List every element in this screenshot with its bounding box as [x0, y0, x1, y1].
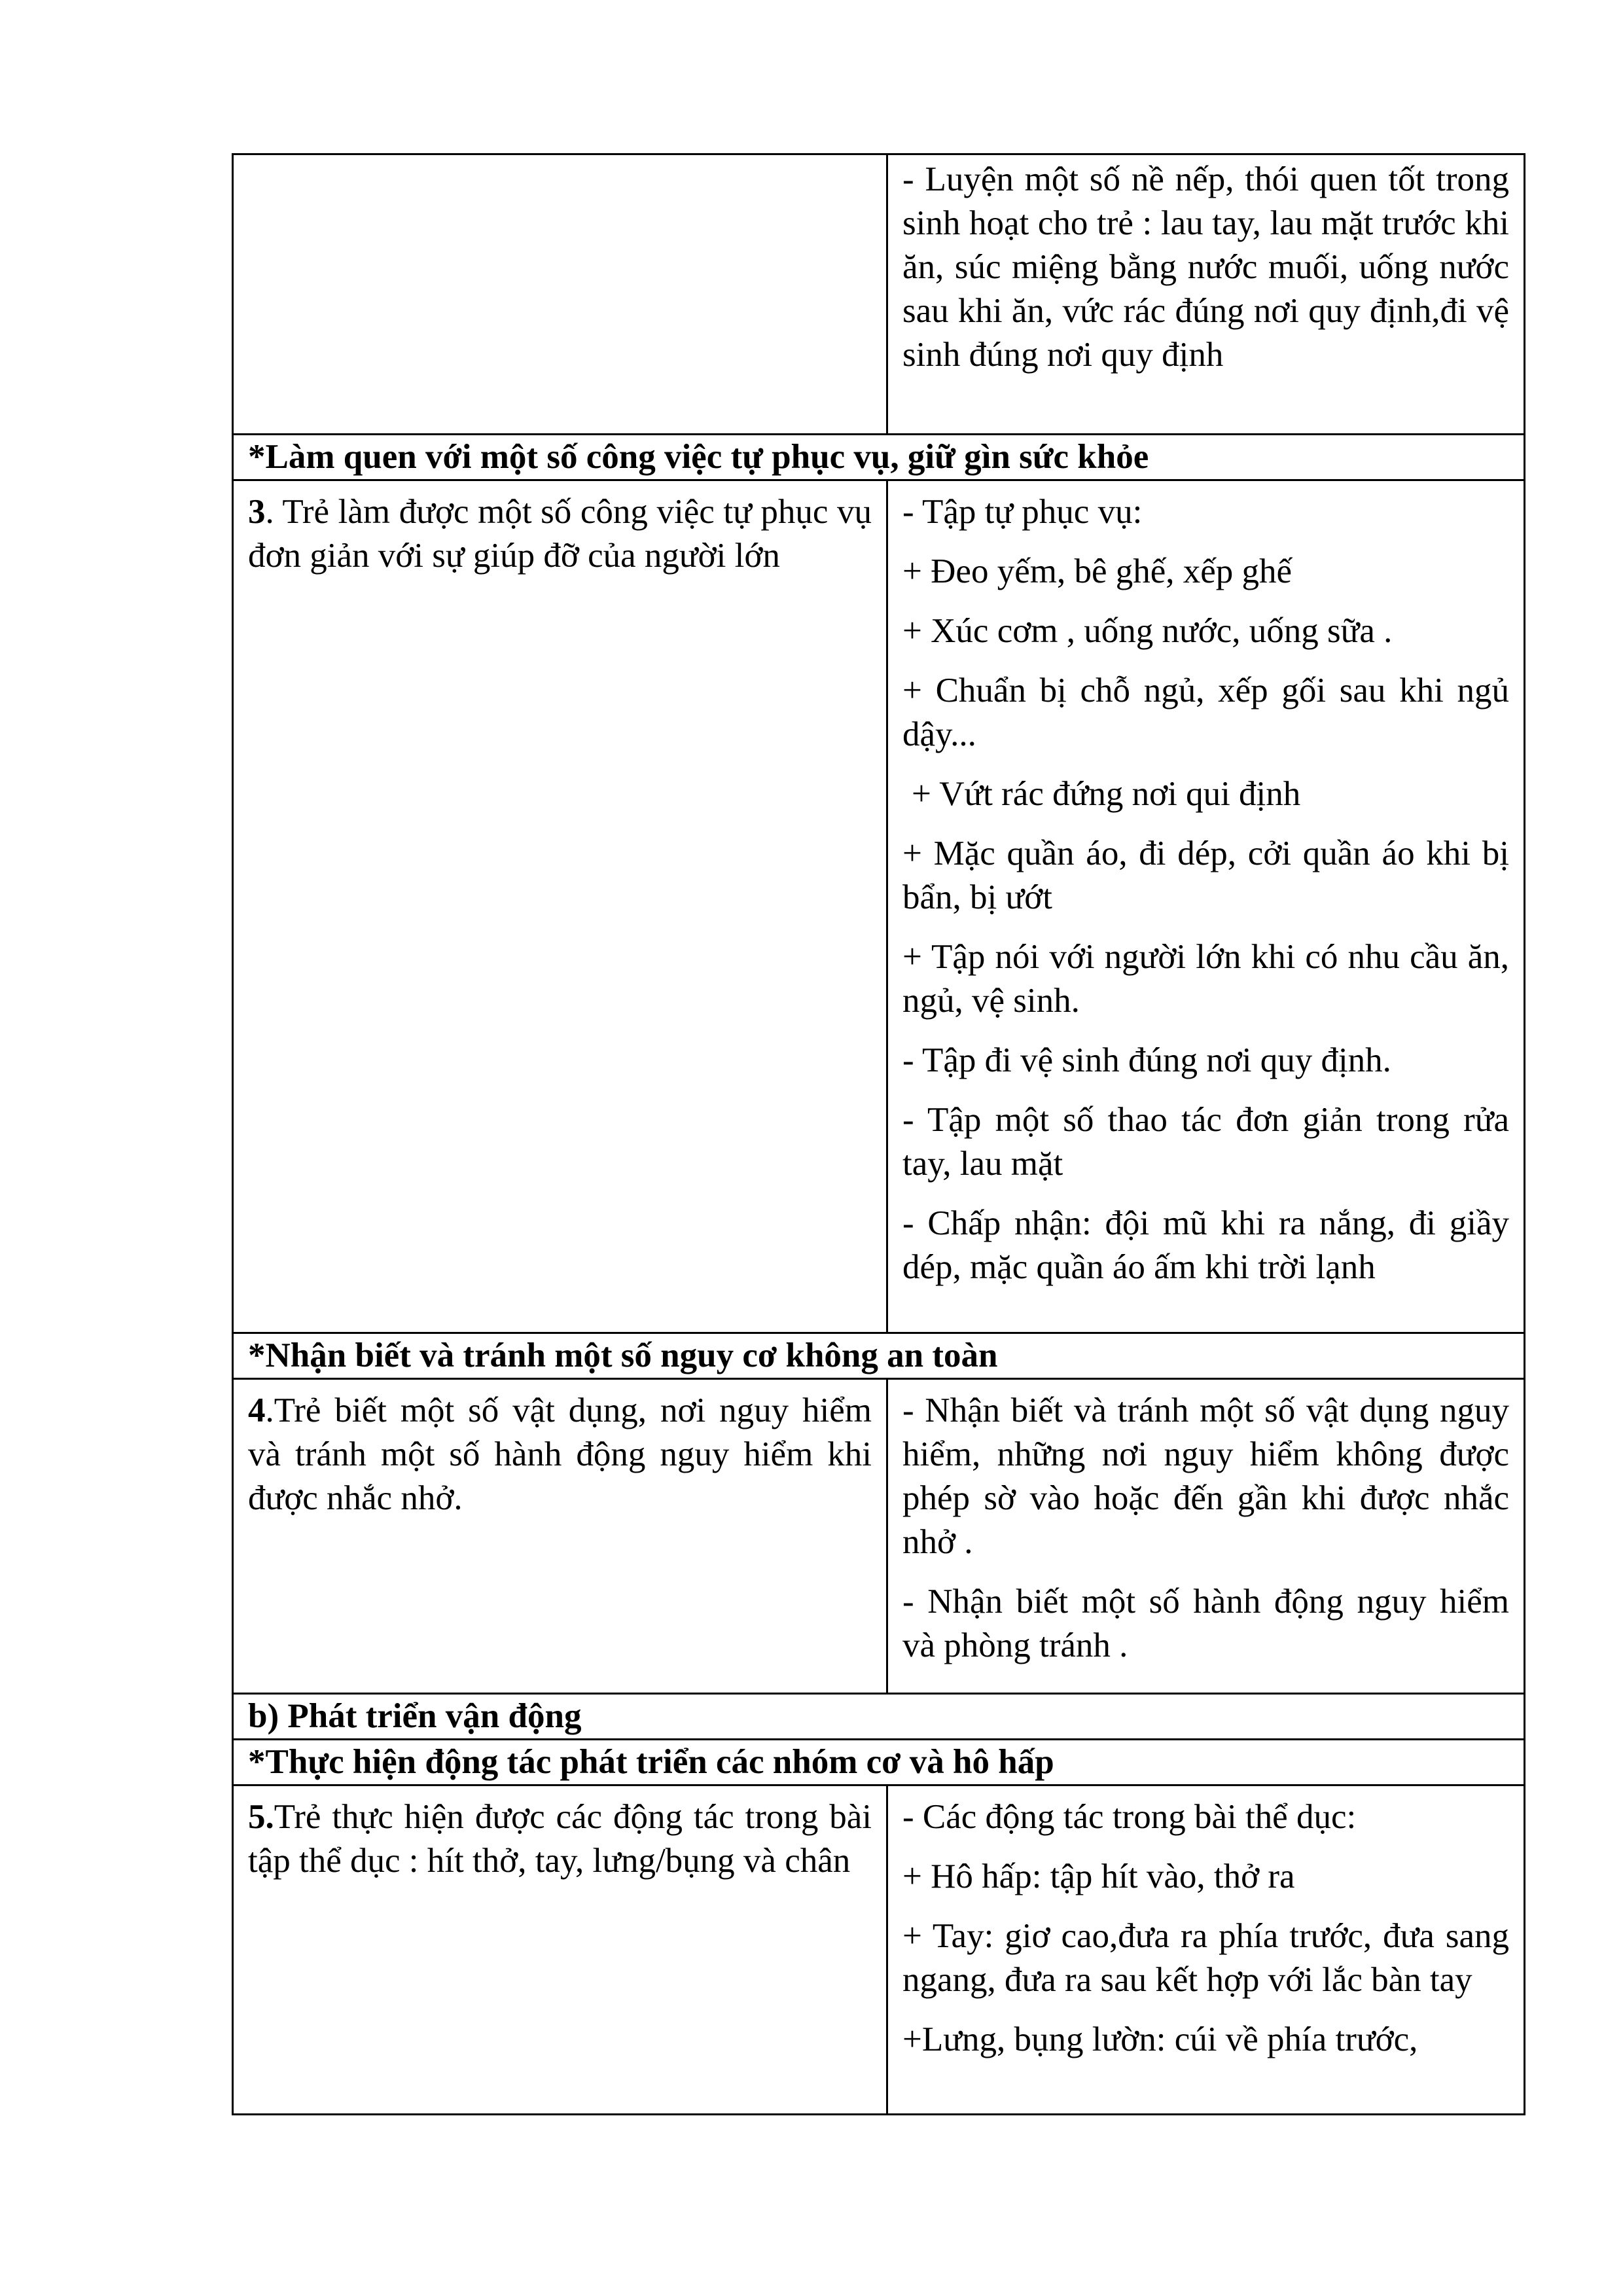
section-heading-row	[233, 1333, 1525, 1379]
goal-cell	[233, 1379, 887, 1694]
content-line: + Đeo yếm, bê ghế, xếp ghế	[902, 552, 1293, 590]
section-heading-row	[233, 435, 1525, 480]
goal-cell	[233, 480, 887, 1333]
content-line: + Mặc quần áo, đi dép, cởi quần áo khi bị bẩn, bị ướt	[902, 834, 1509, 916]
content-cell	[887, 1785, 1525, 2115]
content-line: + Xúc cơm , uống nước, uống sữa .	[902, 612, 1393, 650]
cell-right	[887, 154, 1525, 435]
content-line: - Các động tác trong bài thể dục:	[902, 1798, 1357, 1836]
goal-text	[248, 1795, 872, 1883]
goal-text	[248, 490, 872, 578]
goal-number: 3	[248, 493, 266, 531]
goal-number: 4	[248, 1391, 266, 1429]
content-line: + Tay: giơ cao,đưa ra phía trước, đưa sang ngang, đưa ra sau kết hợp với lắc bàn tay	[902, 1917, 1509, 1999]
table-row	[233, 1379, 1525, 1694]
section-heading-row	[233, 1694, 1525, 1740]
content-line: - Tập đi vệ sinh đúng nơi quy định.	[902, 1041, 1391, 1079]
table-row	[233, 154, 1525, 435]
section-heading-row	[233, 1740, 1525, 1785]
goal-cell	[233, 1785, 887, 2115]
goal-text	[248, 1389, 872, 1520]
content-line: + Vứt rác đứng nơi qui định	[912, 775, 1301, 813]
content-cell	[887, 1379, 1525, 1694]
content-table	[232, 153, 1525, 2115]
section-heading: *Nhận biết và tránh một số nguy cơ không an toàn	[233, 1333, 1525, 1379]
table-row	[233, 480, 1525, 1333]
table-row	[233, 1785, 1525, 2115]
content-line: +Lưng, bụng lườn: cúi về phía trước,	[902, 2020, 1418, 2058]
section-heading: *Làm quen với một số công việc tự phục vụ, giữ gìn sức khỏe	[233, 435, 1525, 480]
content-line: + Hô hấp: tập hít vào, thở ra	[902, 1857, 1295, 1895]
section-heading: b) Phát triển vận động	[233, 1694, 1525, 1740]
goal-number: 5.	[248, 1798, 274, 1836]
section-heading: *Thực hiện động tác phát triển các nhóm cơ và hô hấp	[233, 1740, 1525, 1785]
goal-description: Trẻ thực hiện được các động tác trong bài tập thể dục : hít thở, tay, lưng/bụng và chân	[248, 1798, 872, 1880]
content-line: - Tập một số thao tác đơn giản trong rửa tay, lau mặt	[902, 1101, 1509, 1183]
goal-description: . Trẻ làm được một số công việc tự phục vụ đơn giản với sự giúp đỡ của người lớn	[248, 493, 872, 575]
content-cell	[887, 480, 1525, 1333]
goal-description: .Trẻ biết một số vật dụng, nơi nguy hiểm và tránh một số hành động nguy hiểm khi được nhắc nhở.	[248, 1391, 872, 1517]
content-line: - Tập tự phục vụ:	[902, 493, 1143, 531]
content-line: - Chấp nhận: đội mũ khi ra nắng, đi giầy dép, mặc quần áo ấm khi trời lạnh	[902, 1204, 1509, 1286]
content-line: + Tập nói với người lớn khi có nhu cầu ăn, ngủ, vệ sinh.	[902, 938, 1509, 1020]
content-line: - Nhận biết một số hành động nguy hiểm và phòng tránh .	[902, 1583, 1509, 1664]
habit-text: - Luyện một số nề nếp, thói quen tốt trong sinh hoạt cho trẻ : lau tay, lau mặt trước khi ăn, súc miệng bằng nước muối, uống nước sau khi ăn, vức rác đúng nơi quy định,đi vệ sinh đúng nơi quy định	[902, 160, 1509, 374]
content-line: + Chuẩn bị chỗ ngủ, xếp gối sau khi ngủ dậy...	[902, 672, 1509, 753]
content-line: - Nhận biết và tránh một số vật dụng nguy hiểm, những nơi nguy hiểm không được phép sờ vào hoặc đến gần khi được nhắc nhở .	[902, 1391, 1509, 1561]
cell-left-empty	[233, 154, 887, 435]
